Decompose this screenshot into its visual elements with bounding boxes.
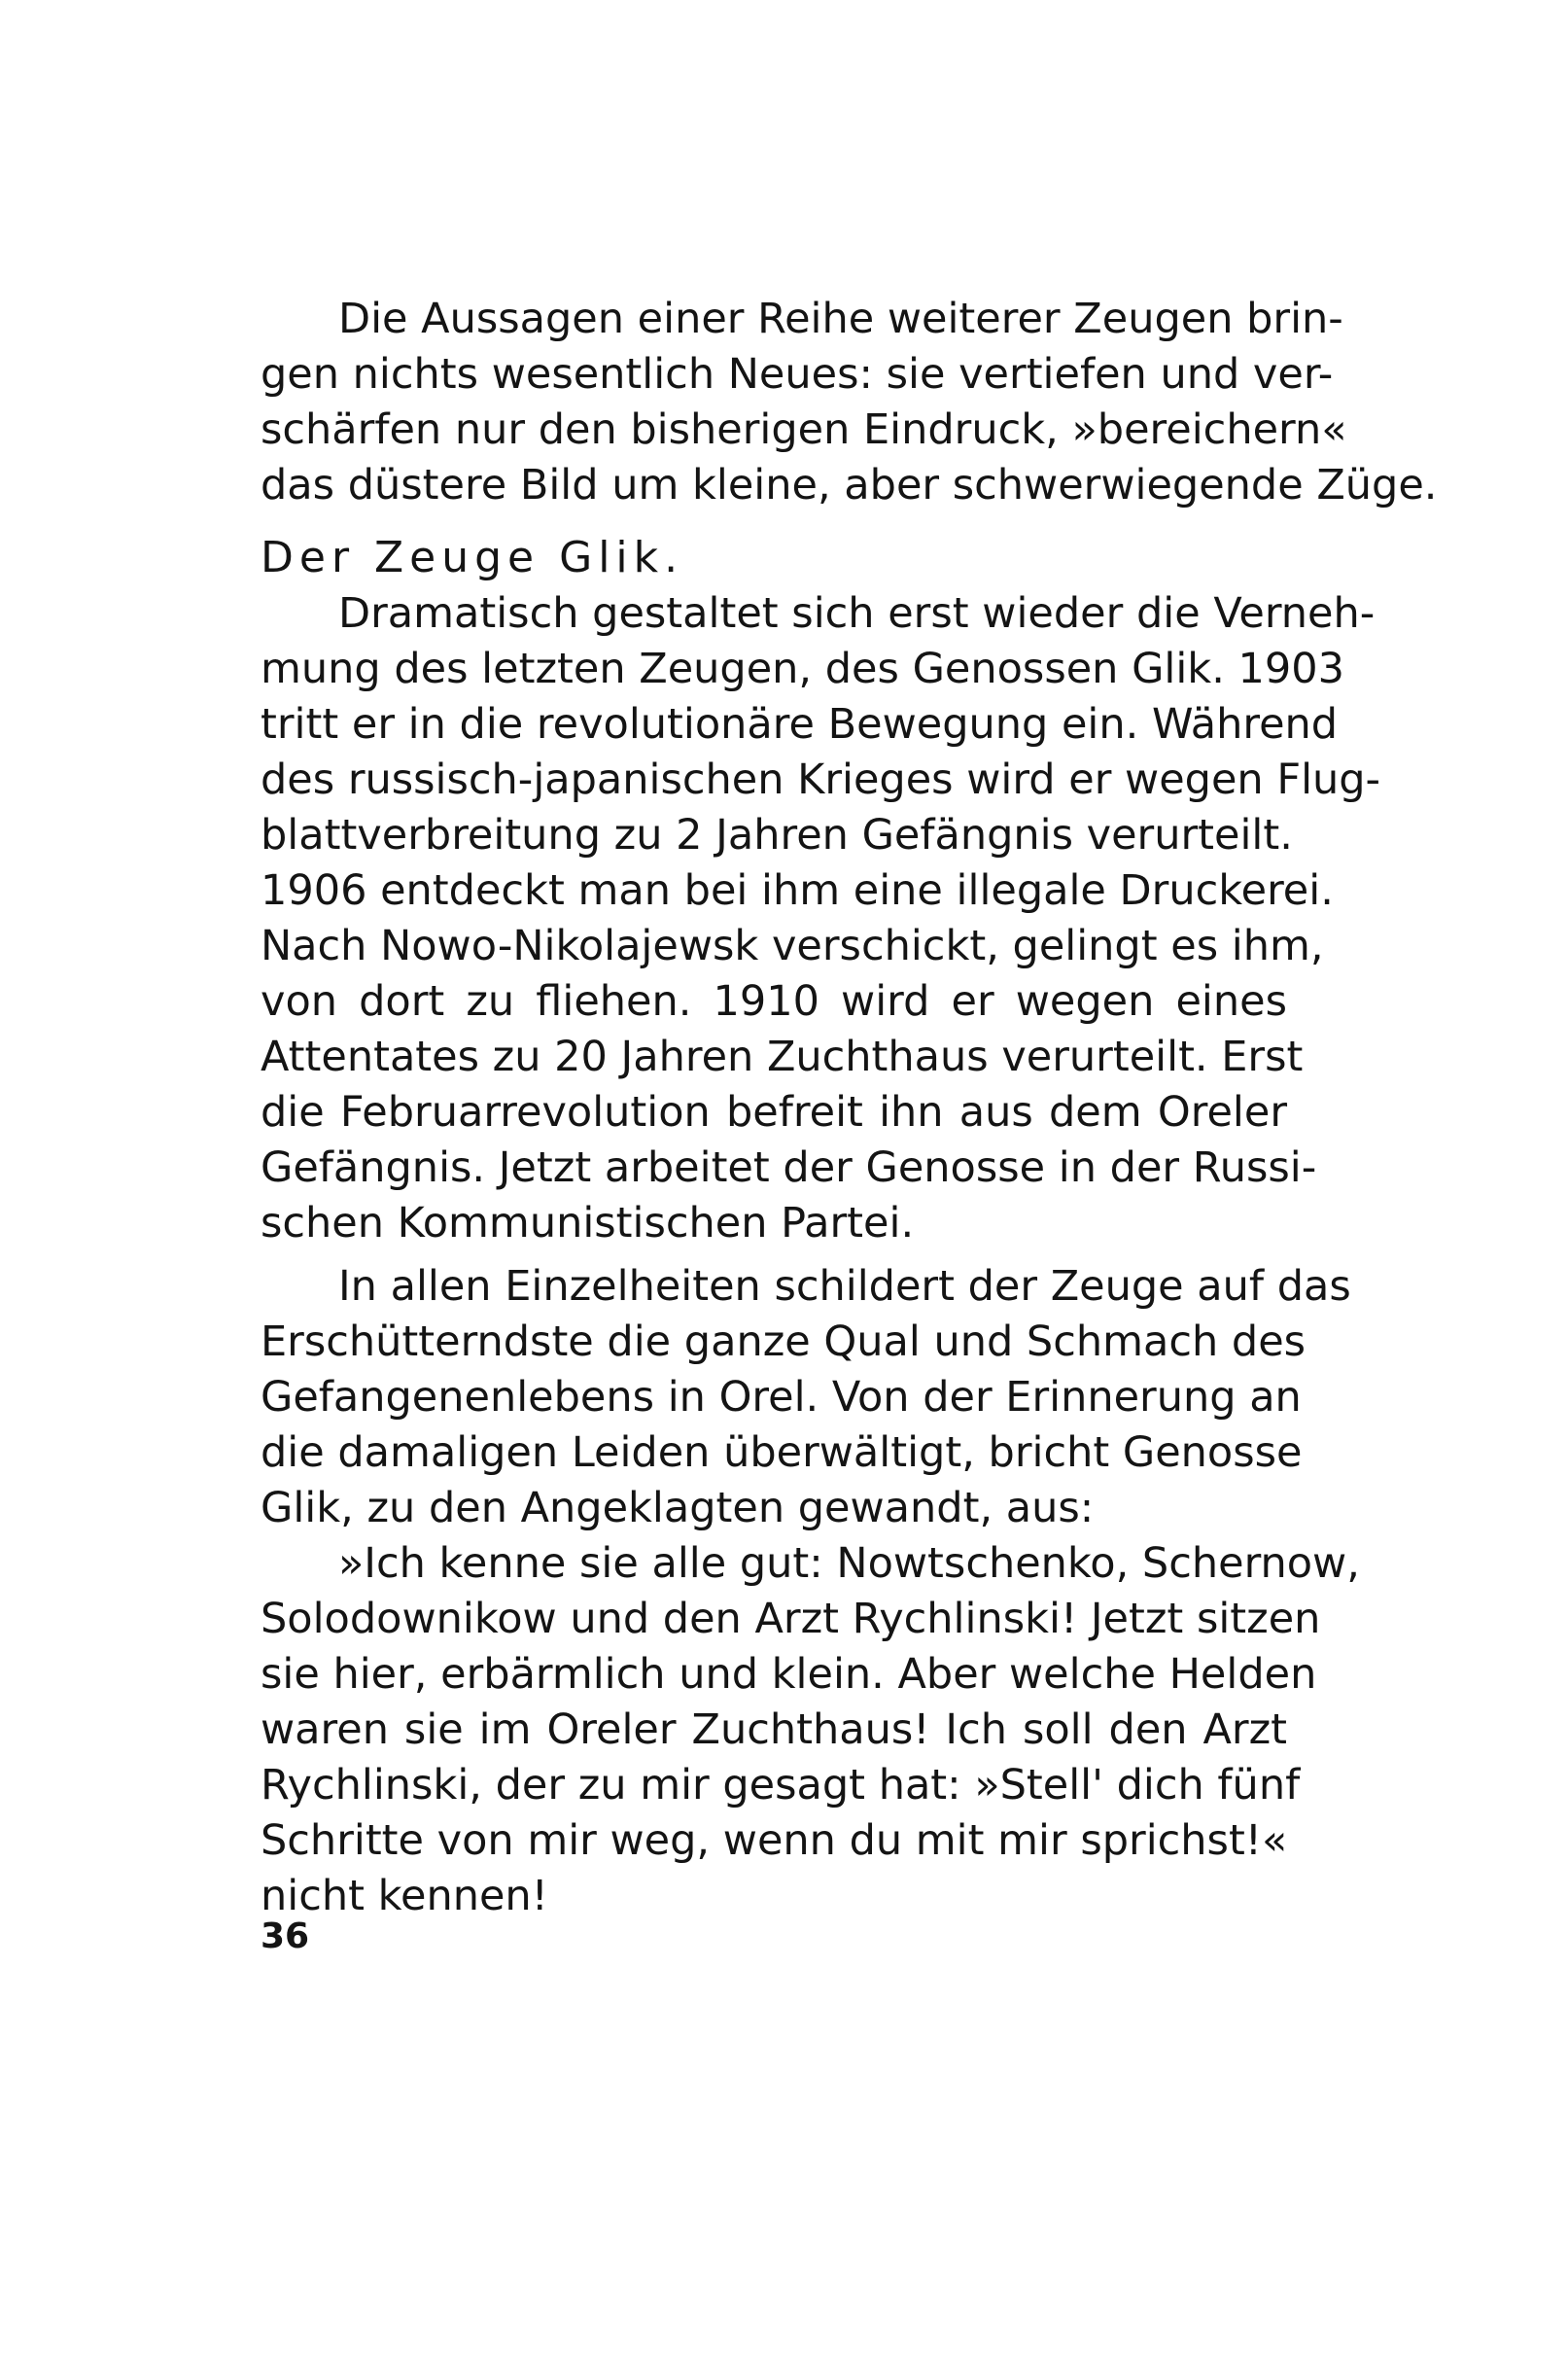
text-line: blattverbreitung zu 2 Jahren Gefängnis verurteilt. [261, 811, 1293, 860]
text-line: die damaligen Leiden überwältigt, bricht Genosse [261, 1428, 1303, 1477]
text-line: waren sie im Oreler Zuchthaus! Ich soll den Arzt [261, 1705, 1287, 1754]
paragraph-intro [261, 292, 1438, 513]
text-line: sie hier, erbärmlich und klein. Aber welche Helden [261, 1650, 1317, 1699]
text-line: schen Kommunistischen Partei. [261, 1199, 915, 1247]
text-line: des russisch-japanischen Krieges wird er wegen Flug- [261, 755, 1381, 804]
text-line: Gefängnis. Jetzt arbeitet der Genosse in der Russi- [261, 1143, 1317, 1192]
text-line: nicht kennen! [261, 1872, 548, 1920]
text-line: das düstere Bild um kleine, aber schwerwiegende Züge. [261, 461, 1438, 509]
text-line: Die Aussagen einer Reihe weiterer Zeugen brin- [338, 295, 1343, 343]
section-heading-block [261, 530, 1287, 585]
paragraph-glik-bio [261, 586, 1381, 1251]
text-line: tritt er in die revolutionäre Bewegung ein. Während [261, 700, 1339, 749]
text-line: mung des letzten Zeugen, des Genossen Glik. 1903 [261, 645, 1344, 693]
text-line: Erschütterndste die ganze Qual und Schmach des [261, 1318, 1307, 1366]
text-line: Rychlinski, der zu mir gesagt hat: »Stell' dich fünf [261, 1761, 1301, 1809]
text-line: von dort zu fliehen. 1910 wird er wegen eines [261, 977, 1287, 1026]
text-line: Dramatisch gestaltet sich erst wieder die Verneh- [338, 589, 1376, 638]
text-line: Nach Nowo-Nikolajewsk verschickt, gelingt es ihm, [261, 922, 1324, 970]
text-line: Gefangenenlebens in Orel. Von der Erinnerung an [261, 1373, 1302, 1422]
text-line: 1906 entdeckt man bei ihm eine illegale Druckerei. [261, 866, 1334, 915]
text-line: schärfen nur den bisherigen Eindruck, »bereichern« [261, 405, 1347, 454]
text-line: Solodownikow und den Arzt Rychlinski! Jetzt sitzen [261, 1595, 1321, 1643]
page-number: 36 [261, 1916, 310, 1956]
text-line: In allen Einzelheiten schildert der Zeuge auf das [338, 1262, 1351, 1311]
text-line: »Ich kenne sie alle gut: Nowtschenko, Schernow, [338, 1539, 1360, 1588]
text-line: gen nichts wesentlich Neues: sie vertiefen und ver- [261, 350, 1334, 399]
text-line: Attentates zu 20 Jahren Zuchthaus verurteilt. Erst [261, 1033, 1304, 1081]
paragraph-quote [261, 1536, 1360, 1924]
text-line: Glik, zu den Angeklagten gewandt, aus: [261, 1484, 1095, 1532]
text-line: die Februarrevolution befreit ihn aus dem Oreler [261, 1088, 1287, 1137]
paragraph-testimony [261, 1259, 1351, 1536]
text-line: Schritte von mir weg, wenn du mit mir sprichst!« [261, 1816, 1288, 1865]
section-heading: Der Zeuge Glik. [261, 533, 684, 582]
